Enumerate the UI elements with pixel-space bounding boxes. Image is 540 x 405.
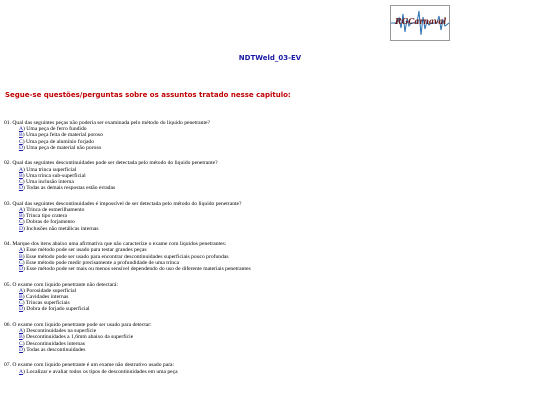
answer-option-link-b[interactable]: B — [19, 213, 23, 220]
question-item — [4, 322, 534, 353]
answer-option-text: ) Uma inclusão interna — [22, 179, 74, 186]
question-item — [4, 160, 534, 191]
answer-option-link-a[interactable]: A — [19, 247, 24, 254]
answer-option — [4, 226, 534, 232]
answer-option-link-a[interactable]: A — [19, 126, 24, 133]
logo-text: RGCarnaval — [395, 16, 447, 26]
answer-option-text: ) Uma peça de ferro fundido — [23, 126, 87, 133]
question-item — [4, 282, 534, 313]
answer-option-text: ) Cavidades internas — [22, 294, 69, 301]
answer-option-text: ) Uma peça feita de material poroso — [22, 132, 103, 139]
answer-option — [4, 145, 534, 151]
question-text: 07. O exame com liquido penetrante é um exame não destrutivo usado para: — [4, 362, 175, 369]
answer-option — [4, 306, 534, 312]
answer-option-link-b[interactable]: B — [19, 132, 23, 139]
answer-option-text: ) Trincas superficiais — [22, 300, 70, 307]
answer-option-text: ) Descontinuidades a 1,6mm abaixo da superfície — [22, 334, 134, 341]
question-item — [4, 120, 534, 151]
answer-option-text: ) Todas as descontinuidades — [23, 346, 86, 353]
answer-option-text: ) Esse método pode ser mais ou menos sensível dependendo do uso de diferente materiais penetrantes — [23, 266, 251, 273]
answer-option-link-b[interactable]: B — [19, 253, 23, 260]
question-text: 06. O exame com liquido penetrante pode ser usado para detectar: — [4, 322, 152, 329]
answer-option-text: ) Todas as demais respostas estão erradas — [23, 185, 116, 192]
answer-option-link-a[interactable]: A — [19, 368, 24, 375]
answer-option-text: ) Trinca de esmerilhamento — [23, 207, 85, 214]
answer-option-link-c[interactable]: C — [19, 179, 23, 186]
answer-option-text: ) Uma trinca superficial — [23, 166, 77, 173]
answer-option-text: ) Esse método pode medir precisamente a profundidade de uma trinca — [22, 259, 179, 266]
answer-option — [4, 266, 534, 272]
logo — [390, 5, 450, 41]
answer-option-link-c[interactable]: C — [19, 340, 23, 347]
answer-option-link-d[interactable]: D — [19, 306, 24, 313]
answer-option-link-a[interactable]: A — [19, 287, 24, 294]
answer-option-text: ) Uma peça de material não poroso — [23, 144, 102, 151]
page-title: NDTWeld_03-EV — [238, 54, 302, 62]
answer-option-link-d[interactable]: D — [19, 346, 24, 353]
answer-option-text: ) Trinca tipo cratera — [22, 213, 68, 220]
answer-option-link-d[interactable]: D — [19, 266, 24, 273]
answer-option-text: ) Esse método pode ser usado para testar grandes peças — [23, 247, 147, 254]
answer-option-link-b[interactable]: B — [19, 294, 23, 301]
answer-option-text: ) Descontinuidades internas — [22, 340, 85, 347]
answer-option-link-d[interactable]: D — [19, 225, 24, 232]
answer-option-text: ) Dobra de forjado superficial — [23, 306, 90, 313]
answer-option-link-c[interactable]: C — [19, 259, 23, 266]
answer-option-link-a[interactable]: A — [19, 166, 24, 173]
answer-option-text: ) Uma trinca sub-superficial — [22, 172, 86, 179]
answer-option-link-a[interactable]: A — [19, 328, 24, 335]
question-item — [4, 362, 534, 374]
answer-option-link-c[interactable]: C — [19, 300, 23, 307]
question-text: 05. O exame com liquido penetrante não detectará: — [4, 281, 119, 288]
question-item — [4, 241, 534, 272]
question-text: 01. Qual das seguintes peças não poderia ser examinada pelo método do liquido penetrante? — [4, 120, 210, 126]
answer-option-text: ) Localizar e avaliar todos os tipos de descontinuidades em uma peça — [23, 368, 178, 375]
answer-option-link-c[interactable]: C — [19, 219, 23, 226]
answer-option-text: ) Inclusões não metálicas internas — [23, 225, 99, 232]
answer-option-text: ) Porosidade superficial — [23, 287, 77, 294]
question-text: 02. Qual das seguintes descontinuidades pode ser detectada pelo método do liquido penetrante? — [4, 160, 218, 167]
section-subtitle: Segue-se questões/perguntas sobre os assuntos tratado nesse capitulo: — [5, 91, 291, 99]
answer-option-text: ) Dobras de forjamento — [22, 219, 75, 226]
question-text: 03. Qual das seguintes descontinuidades é impossível de ser detectada pelo método do liquido penetrante? — [4, 200, 242, 207]
answer-option-text: ) Uma peça de alumínio forjado — [22, 138, 95, 145]
answer-option-link-c[interactable]: C — [19, 138, 23, 145]
answer-option-link-b[interactable]: B — [19, 334, 23, 341]
answer-option-link-a[interactable]: A — [19, 207, 24, 214]
answer-option — [4, 347, 534, 353]
answer-option-text: ) Esse método pode ser usado para encontrar descontinuidades superficiais pouco profundas — [22, 253, 229, 260]
question-text: 04. Marque dos itens abaixo uma afirmativa que não caracterize o exame com liquidos penetrantes: — [4, 241, 227, 248]
question-item — [4, 201, 534, 232]
answer-option-link-d[interactable]: D — [19, 144, 24, 151]
question-list — [4, 120, 534, 384]
answer-option-link-b[interactable]: B — [19, 172, 23, 179]
answer-option — [4, 369, 534, 375]
answer-option — [4, 185, 534, 191]
answer-option-text: ) Descontinuidades na superfície — [23, 328, 97, 335]
answer-option-link-d[interactable]: D — [19, 185, 24, 192]
